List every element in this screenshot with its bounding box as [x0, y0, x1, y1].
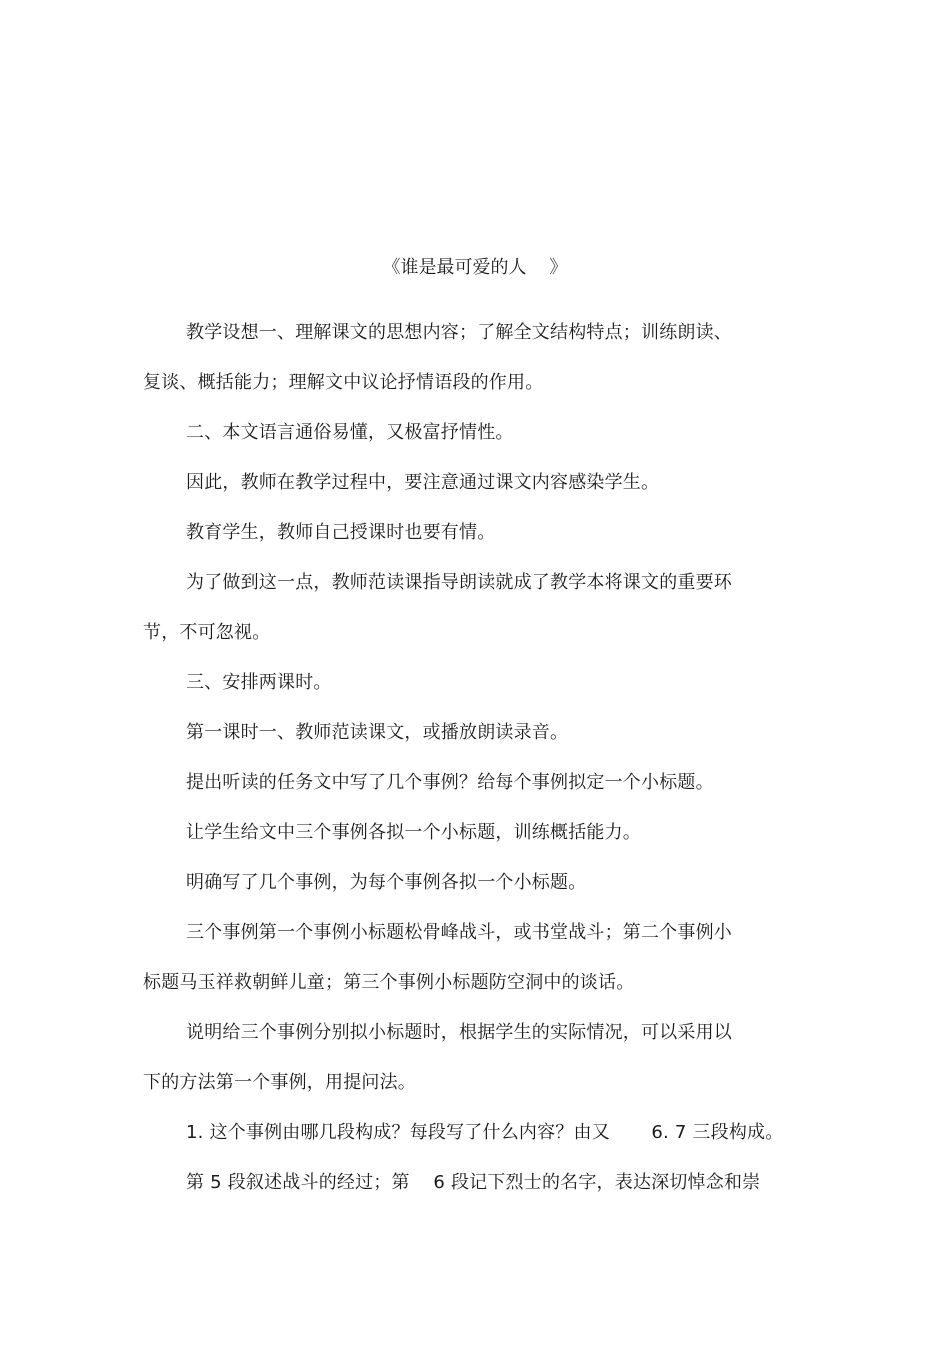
paragraph-line: 三个事例第一个事例小标题松骨峰战斗，或书堂战斗；第二个事例小	[186, 922, 732, 943]
paragraph-line: 第 5 段叙述战斗的经过；第 6 段记下烈士的名字，表达深切悼念和崇	[186, 1172, 761, 1193]
paragraph-line: 明确写了几个事例，为每个事例各拟一个小标题。	[186, 872, 587, 893]
document-title: 《谁是最可爱的人 》	[382, 257, 568, 278]
paragraph-line: 因此，教师在教学过程中，要注意通过课文内容感染学生。	[186, 472, 660, 493]
paragraph-line: 标题马玉祥救朝鲜儿童；第三个事例小标题防空洞中的谈话。	[143, 972, 635, 993]
paragraph-line: 为了做到这一点，教师范读课指导朗读就成了教学本将课文的重要环	[186, 572, 732, 593]
paragraph-line: 第一课时一、教师范读课文，或播放朗读录音。	[186, 722, 569, 743]
paragraph-line: 节，不可忽视。	[143, 622, 271, 643]
paragraph-line: 说明给三个事例分别拟小标题时，根据学生的实际情况，可以采用以	[186, 1022, 732, 1043]
paragraph-line: 提出听读的任务文中写了几个事例？给每个事例拟定一个小标题。	[186, 772, 714, 793]
paragraph-line: 教育学生，教师自己授课时也要有情。	[186, 522, 496, 543]
paragraph-line: 下的方法第一个事例，用提问法。	[143, 1072, 416, 1093]
paragraph-line: 二、本文语言通俗易懂，又极富抒情性。	[186, 422, 514, 443]
paragraph-line: 让学生给文中三个事例各拟一个小标题，训练概括能力。	[186, 822, 641, 843]
paragraph-line: 复谈、概括能力；理解文中议论抒情语段的作用。	[143, 372, 544, 393]
paragraph-line: 三、安排两课时。	[186, 672, 332, 693]
paragraph-line: 1. 这个事例由哪几段构成？每段写了什么内容？由又 6. 7 三段构成。	[186, 1122, 784, 1143]
paragraph-line: 教学设想一、理解课文的思想内容；了解全文结构特点；训练朗读、	[186, 322, 732, 343]
